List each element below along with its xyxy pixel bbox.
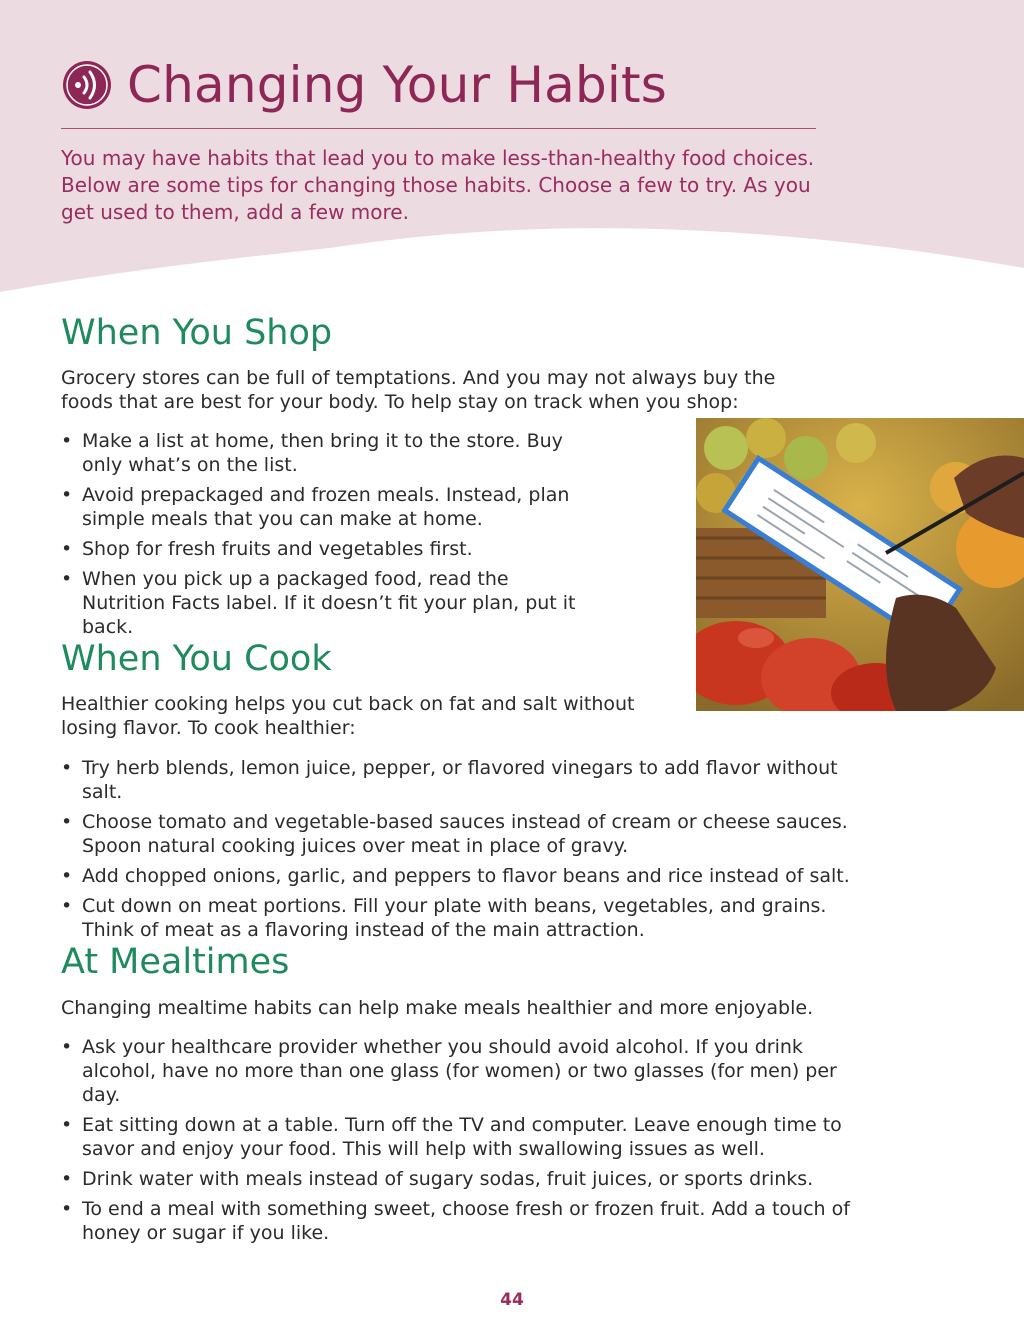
list-item-text: Ask your healthcare provider whether you should avoid alcohol. If you drink alcohol, have no more than one glass (for women) or two glasses (for men) per day. (82, 1036, 837, 1106)
list-item (61, 567, 581, 639)
list-item (61, 810, 861, 858)
page-title: Changing Your Habits (127, 56, 668, 114)
bullet-icon: • (61, 895, 73, 917)
bullet-icon: • (61, 1198, 73, 1220)
title-row (61, 56, 667, 114)
meals-list (61, 1035, 861, 1251)
list-item (61, 894, 861, 942)
bullet-icon: • (61, 811, 73, 833)
intro-text: You may have habits that lead you to make less-than-healthy food choices. Below are some tips for changing those habits. Choose a few to try. As you get used to them, add a few more. (61, 146, 815, 224)
list-item-text: Drink water with meals instead of sugary sodas, fruit juices, or sports drinks. (82, 1168, 814, 1190)
bullet-icon: • (61, 538, 73, 560)
page-number: 44 (500, 1290, 524, 1310)
bullet-icon: • (61, 430, 73, 452)
meals-intro: Changing mealtime habits can help make meals healthier and more enjoyable. (61, 997, 814, 1019)
bullet-icon: • (61, 1168, 73, 1190)
bullet-icon: • (61, 1114, 73, 1136)
list-item (61, 429, 581, 477)
cook-intro: Healthier cooking helps you cut back on fat and salt without losing flavor. To cook healthier: (61, 693, 635, 739)
list-item-text: To end a meal with something sweet, choose fresh or frozen fruit. Add a touch of honey or sugar if you like. (82, 1198, 850, 1244)
list-item-text: Shop for fresh fruits and vegetables first. (82, 538, 473, 560)
cook-heading: When You Cook (61, 639, 332, 679)
bullet-icon: • (61, 568, 73, 590)
list-item (61, 1167, 861, 1191)
list-item-text: Avoid prepackaged and frozen meals. Instead, plan simple meals that you can make at home. (82, 484, 570, 530)
meals-heading: At Mealtimes (61, 942, 290, 982)
shop-list (61, 429, 581, 645)
list-item (61, 1113, 861, 1161)
title-divider (61, 128, 816, 129)
list-item-text: Try herb blends, lemon juice, pepper, or flavored vinegars to add flavor without salt. (82, 757, 838, 803)
speaker-waves-icon (61, 59, 113, 111)
list-item (61, 537, 581, 561)
bullet-icon: • (61, 865, 73, 887)
list-item-text: Cut down on meat portions. Fill your plate with beans, vegetables, and grains. Think of meat as a flavoring instead of the main attraction. (82, 895, 827, 941)
list-item (61, 1197, 861, 1245)
shop-heading: When You Shop (61, 313, 333, 353)
list-item (61, 756, 861, 804)
list-item (61, 483, 581, 531)
bullet-icon: • (61, 1036, 73, 1058)
list-item-text: Make a list at home, then bring it to the store. Buy only what’s on the list. (82, 430, 563, 476)
list-item-text: Choose tomato and vegetable-based sauces instead of cream or cheese sauces. Spoon natural cooking juices over meat in place of gravy. (82, 811, 848, 857)
cook-list (61, 756, 861, 948)
list-item (61, 864, 861, 888)
list-item (61, 1035, 861, 1107)
bullet-icon: • (61, 484, 73, 506)
shopping-list-photo (696, 418, 1024, 711)
bullet-icon: • (61, 757, 73, 779)
list-item-text: Eat sitting down at a table. Turn off the TV and computer. Leave enough time to savor and enjoy your food. This will help with swallowing issues as well. (82, 1114, 842, 1160)
list-item-text: Add chopped onions, garlic, and peppers to flavor beans and rice instead of salt. (82, 865, 850, 887)
shop-intro: Grocery stores can be full of temptations. And you may not always buy the foods that are best for your body. To help stay on track when you shop: (61, 367, 776, 413)
list-item-text: When you pick up a packaged food, read the Nutrition Facts label. If it doesn’t fit your plan, put it back. (82, 568, 576, 638)
